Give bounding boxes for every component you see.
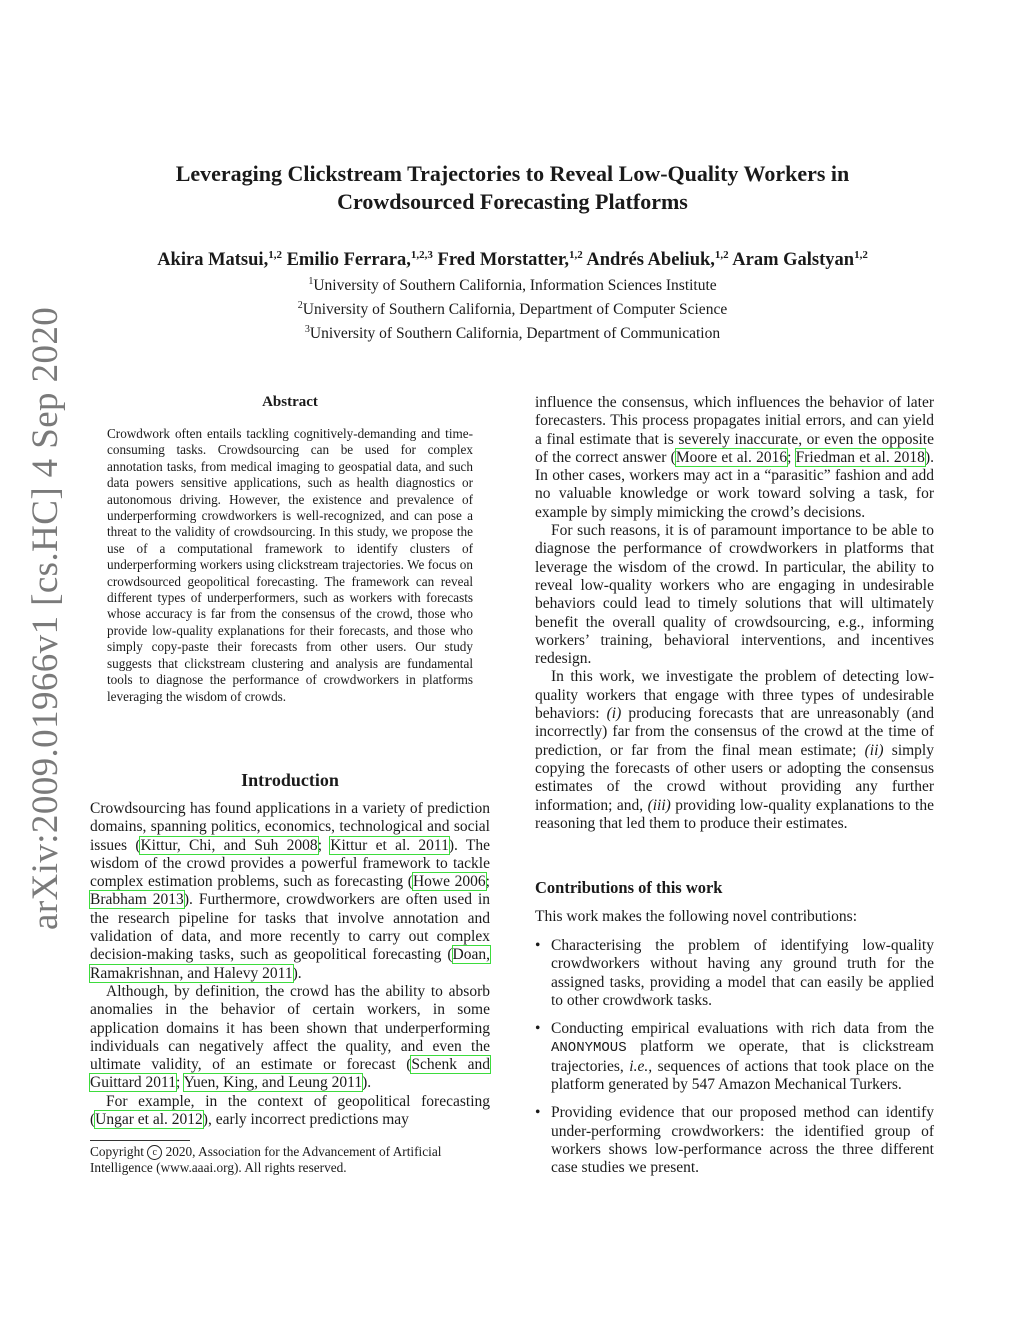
citation-link[interactable]: Ungar et al. 2012 xyxy=(95,1111,203,1129)
affiliation-number: 3 xyxy=(304,324,310,336)
introduction-heading: Introduction xyxy=(241,770,339,790)
citation-separator: ; xyxy=(485,873,490,891)
affiliation-text: University of Southern California, Department of Communication xyxy=(309,325,721,343)
citation-link[interactable]: Doan, Ramakrishnan, and Halevy 2011 xyxy=(90,946,490,982)
citation-separator: ; xyxy=(317,836,331,854)
affiliation-number: 2 xyxy=(297,300,303,312)
paragraph-text: ). xyxy=(292,964,302,982)
introduction-body xyxy=(90,800,490,1129)
abbreviation: i.e., xyxy=(629,1057,653,1075)
abstract-text: Crowdwork often entails tackling cognitively-demanding and time-consuming tasks. Crowdsourcing can be used for complex annotation tasks, from medical imaging to geospatial data, and such data powers sensitive applications, such as health diagnostics or autonomous driving. However, the existence and prevalence of underperforming crowdworkers is well-recognized, and can pose a threat to the validity of crowdsourcing. In this study, we propose the use of a computational framework to identify clusters of underperforming workers using clickstream trajectories. We focus on crowdsourced geopolitical forecasting. The framework can reveal different types of underperformers, such as workers with forecasts whose accuracy is far from the consensus of the crowd, those who provide low-quality explanations for their forecasts, and those who simply copy-paste their forecasts from other users. Our study suggests that clickstream clustering and analysis are fundamental tools to diagnose the performance of crowdworkers in platforms leveraging the wisdom of crowds. xyxy=(107,426,473,704)
paragraph-text: Although, by definition, the crowd has the ability to absorb anomalies in the behavior of certain workers, in some application domains it has been shown that underperforming individuals can negatively affect the quality, and even the ultimate validity, of an estimate or forecast ( xyxy=(90,982,490,1074)
paragraph-text: ), early incorrect predictions may xyxy=(202,1111,409,1129)
affiliation-line xyxy=(90,296,935,320)
citation-separator: ; xyxy=(787,448,796,466)
author-affil-sup: 1,2,3 xyxy=(410,249,433,261)
author-name: Akira Matsui, xyxy=(157,250,269,271)
citation-separator: ; xyxy=(175,1074,184,1092)
paragraph-text: providing low-quality explanations to the reasoning that led them to produce their estimates. xyxy=(535,796,934,832)
enumeration-marker: (ii) xyxy=(864,741,884,759)
title-line-1: Leveraging Clickstream Trajectories to Reveal Low-Quality Workers in xyxy=(175,161,850,186)
intro-paragraph-1 xyxy=(90,800,490,983)
author-name: Andrés Abeliuk, xyxy=(586,250,715,271)
author-name: Aram Galstyan xyxy=(732,250,855,271)
author-name: Fred Morstatter, xyxy=(437,250,570,271)
intro-paragraph-2 xyxy=(90,983,490,1093)
contributions-intro: This work makes the following novel contributions: xyxy=(535,908,858,925)
paragraph-text: ). Furthermore, crowdworkers are often used in the research pipeline for tasks that involve annotation and validation of data, and more recently to carry out complex decision-making tasks, such as geopolitical forecasting ( xyxy=(90,891,490,964)
citation-link[interactable]: Yuen, King, and Leung 2011 xyxy=(183,1074,363,1092)
author-affil-sup: 1,2 xyxy=(714,249,729,261)
affiliation-text: University of Southern California, Information Sciences Institute xyxy=(313,277,717,295)
bullet-icon: • xyxy=(535,1104,541,1122)
paragraph-text: ). The wisdom of the crowd provides a powerful framework to tackle complex estimation problems, such as forecasting ( xyxy=(90,836,490,891)
paragraph-text: Crowdsourcing has found applications in a variety of prediction domains, spanning politics, economics, technological and social issues ( xyxy=(90,800,490,854)
abstract-heading: Abstract xyxy=(262,394,318,410)
citation-link[interactable]: Howe 2006 xyxy=(412,873,486,891)
author-affil-sup: 1,2 xyxy=(854,249,868,261)
paragraph-text: ). In other cases, workers may act in a “parasitic” fashion and add no valuable knowledge or work toward solving a task, for example by simply mimicking the crowd’s decisions. xyxy=(535,448,934,521)
affiliation-line xyxy=(90,272,935,296)
list-item xyxy=(535,1104,934,1177)
enumeration-marker: (iii) xyxy=(647,796,671,814)
affiliation-text: University of Southern California, Department of Computer Science xyxy=(302,301,728,319)
author-affil-sup: 1,2 xyxy=(569,249,583,261)
paragraph-text: ). xyxy=(362,1074,372,1092)
paragraph-text: producing forecasts that are unreasonably (and incorrectly) far from the consensus of the crowd at the time of prediction, or far from the final mean estimate; xyxy=(535,705,934,759)
footnote-text: Copyright xyxy=(90,1144,148,1159)
affiliation-line xyxy=(90,320,935,344)
right-paragraph-1 xyxy=(535,394,934,522)
arxiv-identifier: arXiv:2009.01966v1 [cs.HC] 4 Sep 2020 xyxy=(25,306,66,930)
enumeration-marker: (i) xyxy=(606,705,622,723)
citation-link[interactable]: Moore et al. 2016 xyxy=(675,448,788,466)
affiliation-list xyxy=(90,272,935,344)
platform-name: ANONYMOUS xyxy=(551,1040,627,1057)
copyright-symbol: c xyxy=(147,1145,162,1160)
author-list xyxy=(60,249,965,271)
citation-link[interactable]: Kittur et al. 2011 xyxy=(330,836,449,854)
citation-link[interactable]: Kittur, Chi, and Suh 2008 xyxy=(140,836,318,854)
right-column-body xyxy=(535,394,934,833)
list-item xyxy=(535,1020,934,1094)
intro-paragraph-3 xyxy=(90,1093,490,1130)
contributions-list xyxy=(535,937,934,1188)
paragraph-text: influence the consensus, which influences the behavior of later forecasters. This process propagates initial errors, and can yield a final estimate that is severely inaccurate, or even the opposite of the correct answer ( xyxy=(535,394,934,466)
list-item-text: Characterising the problem of identifying low-quality crowdworkers without having any ground truth for the assigned tasks, providing a model that can easily be applied to other crowdwork tasks. xyxy=(551,937,934,1009)
bullet-icon: • xyxy=(535,1020,541,1038)
paragraph-text: For example, in the context of geopolitical forecasting ( xyxy=(90,1092,490,1129)
author-name: Emilio Ferrara, xyxy=(286,250,411,271)
citation-link[interactable]: Schenk and Guittard 2011 xyxy=(90,1056,490,1092)
paragraph-text: In this work, we investigate the problem of detecting low-quality workers that engage with three types of undesirable behaviors: xyxy=(535,668,934,723)
citation-link[interactable]: Friedman et al. 2018 xyxy=(795,448,925,466)
right-paragraph-2: For such reasons, it is of paramount importance to be able to diagnose the performance of crowdworkers in platforms that leverage the wisdom of the crowd. In particular, the ability to reveal low-quality workers who are engaging in undesirable behaviors could lead to timely solutions that will ultimately benefit the overall quality of crowdsourcing, e.g., informing workers’ training, behavioral interventions, and incentives redesign. xyxy=(535,522,934,668)
contributions-heading: Contributions of this work xyxy=(535,878,723,897)
paper-title xyxy=(90,160,935,216)
list-item-text: Providing evidence that our proposed method can identify under-performing crowdworkers: the identified group of workers shows low-performance across the three different case studies we present. xyxy=(551,1104,934,1177)
title-line-2: Crowdsourced Forecasting Platforms xyxy=(337,189,688,214)
footnote-divider xyxy=(90,1140,190,1141)
author-affil-sup: 1,2 xyxy=(268,249,282,261)
list-item-text: Conducting empirical evaluations with rich data from the xyxy=(551,1020,934,1038)
paragraph-text: simply copying the forecasts of other users or adopting the consensus estimates of the crowd without providing any further information; and, xyxy=(535,741,934,814)
citation-link[interactable]: Brabham 2013 xyxy=(90,891,184,909)
list-item xyxy=(535,937,934,1010)
list-item-text: platform we operate, that is clickstream trajectories, xyxy=(551,1038,934,1075)
copyright-footnote xyxy=(90,1144,490,1176)
right-paragraph-3 xyxy=(535,668,934,833)
footnote-text: 2020, Association for the Advancement of Artificial Intelligence (www.aaai.org). All rights reserved. xyxy=(90,1144,442,1175)
bullet-icon: • xyxy=(535,937,541,954)
list-item-text: sequences of actions that took place on the platform generated by 547 Amazon Mechanical Turkers. xyxy=(551,1057,934,1094)
affiliation-number: 1 xyxy=(308,276,314,287)
